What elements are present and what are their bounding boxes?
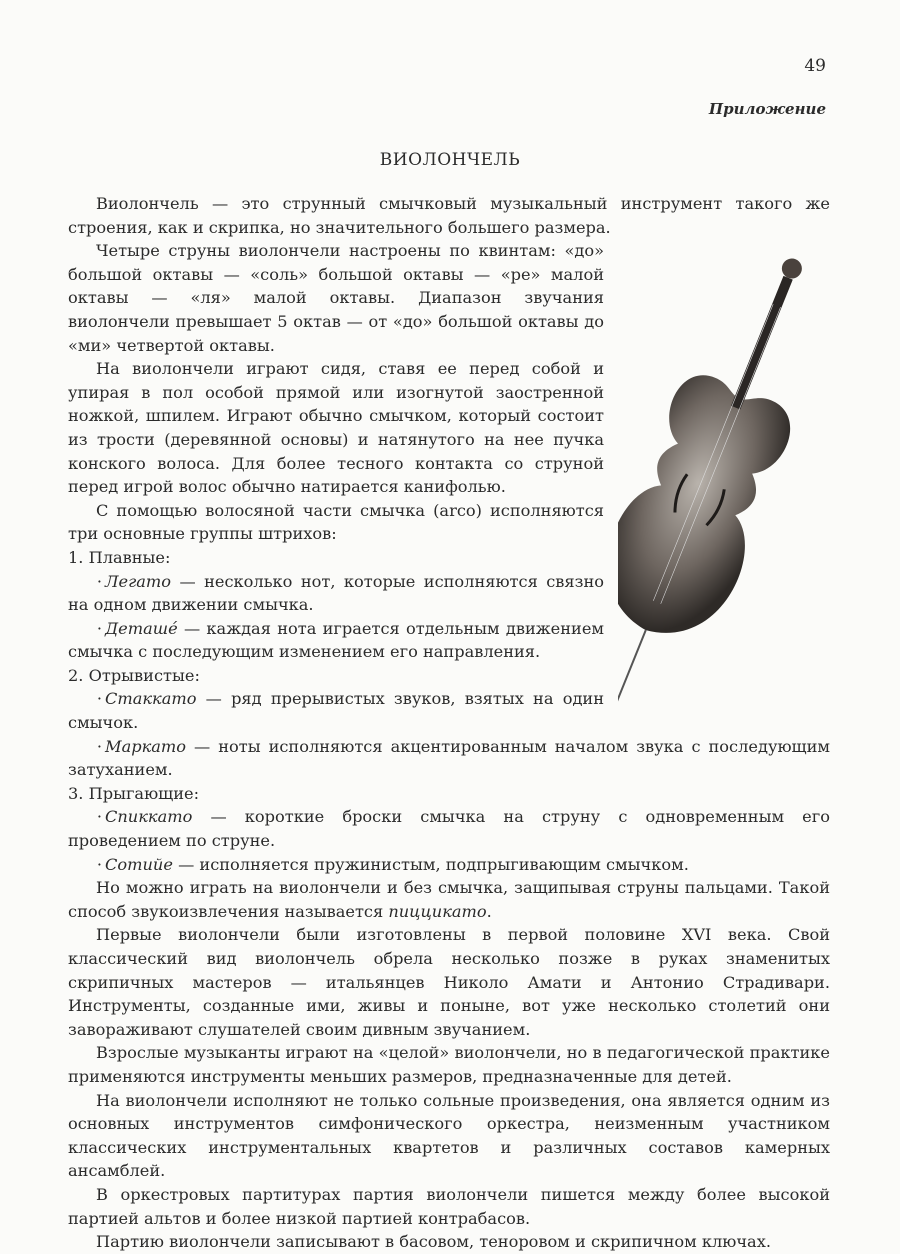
definition: — каждая нота играется отдельным движением смычка с последующим изменением его направления. — [68, 618, 604, 662]
term: пиццикато — [388, 901, 487, 921]
definition: — ноты исполняются акцентированным началом звука с последующим затуханием. — [68, 736, 830, 780]
paragraph: На виолончели исполняют не только сольные произведения, она является одним из основных инструментов симфонического оркестра, неизменным участником классических инструментальных квартетов и различных составов камерных ансамблей. — [68, 1090, 830, 1181]
paragraph: Четыре струны виолончели настроены по квинтам: «до» большой октавы — «соль» большой октавы — «ре» малой октавы — «ля» малой октавы. Диапазон звучания виолончели превышает 5 октав — от «до» большой октавы до «ми» четвертой октавы. — [68, 241, 604, 355]
term: Маркато — [105, 736, 187, 756]
term: Деташе́ — [105, 618, 178, 638]
text: Но можно играть на виолончели и без смычка, защипывая струны пальцами. Такой способ звукоизвлечения называется — [68, 878, 830, 921]
definition: — исполняется пружинистым, подпрыгивающим смычком. — [172, 854, 689, 874]
page-number: 49 — [804, 56, 826, 76]
text: . — [486, 901, 492, 921]
paragraph: С помощью волосяной части смычка (arco) исполняются три основные группы штрихов: — [68, 500, 604, 544]
definition: — ряд прерывистых звуков, взятых на один смычок. — [68, 689, 604, 733]
group-heading: 1. Плавные: — [68, 547, 171, 567]
paragraph-pizzicato — [68, 876, 830, 923]
paragraph: Взрослые музыканты играют на «целой» виолончели, но в педагогической практике применяются инструменты меньших размеров, предназначенные для детей. — [68, 1043, 830, 1086]
list-item: · Маркато — ноты исполняются акцентированным началом звука с последующим затуханием. — [68, 736, 830, 780]
paragraph: На виолончели играют сидя, ставя ее перед собой и упирая в пол особой прямой или изогнутой заостренной ножкой, шпилем. Играют обычно смычком, который состоит из трости (деревянной основы) и натянутого на нее пучка конского волоса. Для более тесного контакта со струной перед игрой волос обычно натирается канифолью. — [68, 359, 604, 497]
article-body — [68, 192, 830, 1254]
section-title: Приложение — [708, 100, 826, 118]
group-heading: 2. Отрывистые: — [68, 665, 200, 685]
list-item: · Легато — несколько нот, которые исполняются связно на одном движении смычка. — [68, 571, 604, 615]
paragraph: Партию виолончели записывают в басовом, теноровом и скрипичном ключах. — [96, 1232, 771, 1252]
definition: — короткие броски смычка на струну с одновременным его проведением по струне. — [68, 807, 830, 851]
paragraph: Первые виолончели были изготовлены в первой половине XVI века. Свой классический вид виолончель обрела несколько позже в руках знаменитых скрипичных мастеров — итальянцев Николо Амати и Антонио Страдивари. Инструменты, созданные ими, живы и поныне, вот уже несколько столетий они завораживают слушателей своим дивным звучанием. — [68, 925, 830, 1039]
article-title: ВИОЛОНЧЕЛЬ — [379, 150, 521, 170]
list-item: · Сотийе — исполняется пружинистым, подпрыгивающим смычком. — [96, 854, 689, 874]
group-heading: 3. Прыгающие: — [68, 783, 200, 803]
list-item: · Деташе́ — каждая нота играется отдельным движением смычка с последующим изменением его направления. — [68, 618, 604, 662]
paragraph: Виолончель — это струнный смычковый музыкальный инструмент такого же строения, как и скрипка, но значительного большего размера. — [68, 194, 830, 237]
term: Легато — [105, 571, 172, 591]
term: Спиккато — [105, 807, 193, 827]
definition: — несколько нот, которые исполняются связно на одном движении смычка. — [68, 571, 604, 615]
paragraph: В оркестровых партитурах партия виолончели пишется между более высокой партией альтов и более низкой партией контрабасов. — [68, 1184, 830, 1228]
term: Сотийе — [105, 854, 173, 874]
term: Стаккато — [105, 689, 197, 709]
list-item: · Спиккато — короткие броски смычка на струну с одновременным его проведением по струне. — [68, 807, 830, 851]
list-item: · Стаккато — ряд прерывистых звуков, взятых на один смычок. — [68, 689, 604, 733]
